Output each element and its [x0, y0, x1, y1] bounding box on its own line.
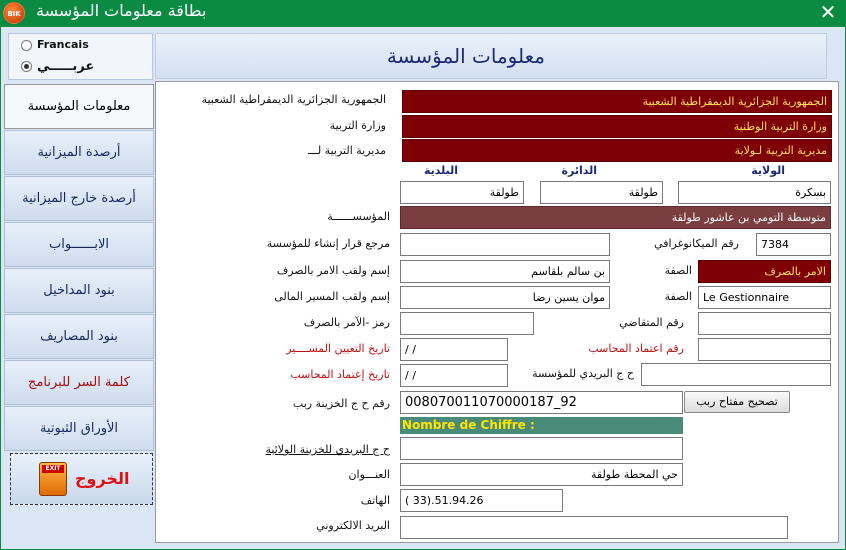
directorate-label: مديرية التربية لـــ [308, 144, 386, 157]
sidebar-item-expense-items[interactable]: بنود المصاريف [4, 314, 154, 359]
exit-icon-text: EXIT [42, 465, 64, 473]
directorate-field[interactable]: مديرية التربية لـولاية [402, 139, 832, 162]
nombre-de-chiffre-label: Nombre de Chiffre : [400, 417, 683, 434]
radio-icon[interactable] [21, 40, 32, 51]
header-panel [155, 33, 827, 79]
institution-label: المؤسســــــة [327, 210, 390, 223]
exit-button[interactable] [10, 453, 153, 505]
postal-ccp-field[interactable] [641, 363, 831, 386]
wilaya-treasury-ccp-label: ح ج البريدي للخزينة الولائية [265, 443, 390, 456]
sidebar-item-documents[interactable]: الأوراق الثبوتية [4, 406, 154, 451]
title-bar [0, 0, 846, 26]
daira-field[interactable]: طولقة [540, 181, 663, 204]
fix-key-button[interactable]: تصحيح مفتاح ربب [684, 391, 790, 413]
daira-label: الدائرة [561, 164, 597, 177]
sidebar-item-off-budget-balances[interactable]: أرصدة خارج الميزانية [4, 176, 154, 221]
gestionnaire-field[interactable]: موان يسين رضا [400, 286, 610, 309]
accountant-approval-date-field[interactable]: / / [400, 364, 508, 387]
language-selector [8, 33, 153, 80]
gestionnaire-label: إسم ولقب المسير المالى [274, 290, 390, 303]
commune-field[interactable]: طولقة [400, 181, 524, 204]
page-title: معلومات المؤسسة [386, 44, 545, 68]
republic-field[interactable]: الجمهورية الجزائرية الديمقراطية الشعبية [402, 90, 832, 113]
ordonnateur-label: إسم ولقب الامر بالصرف [276, 264, 390, 277]
accountant-approval-no-label: رقم اعتماد المحاسب [588, 342, 684, 355]
accountant-approval-no-field[interactable] [698, 338, 831, 361]
wilaya-label: الولاية [751, 164, 785, 177]
sidebar-item-revenue-items[interactable]: بنود المداخيل [4, 268, 154, 313]
treasury-account-label: رقم ح ج الخزينة ربب [292, 397, 390, 410]
sidebar-item-budget-balances[interactable]: أرصدة الميزانية [4, 130, 154, 175]
litigation-no-label: رقم المتقاضي [619, 316, 684, 329]
mecano-label: رقم الميكانوغرافي [654, 237, 739, 250]
sidebar [4, 84, 154, 506]
lang-french-label: Francais [37, 38, 89, 51]
quality2-field[interactable]: Le Gestionnaire [698, 286, 831, 309]
sidebar-item-chapters[interactable]: الابــــــواب [4, 222, 154, 267]
sidebar-item-institution-info[interactable]: معلومات المؤسسة [4, 84, 154, 129]
ministry-label: وزارة التربية [329, 119, 386, 132]
manager-appoint-date-label: تاريخ التعيين المســــير [286, 342, 390, 355]
address-label: العنـــوان [348, 468, 390, 481]
quality1-field[interactable]: الامر بالصرف [698, 260, 831, 283]
sidebar-item-password[interactable]: كلمة السر للبرنامج [4, 360, 154, 405]
email-label: البريد الالكتروني [316, 519, 390, 532]
ordonnateur-code-label: رمز -الآمر بالصرف [303, 316, 390, 329]
republic-label: الجمهورية الجزائرية الديمقراطية الشعبية [201, 93, 386, 106]
lang-french-option[interactable] [21, 38, 89, 51]
email-field[interactable] [400, 516, 788, 539]
radio-selected-icon[interactable] [21, 61, 32, 72]
quality2-label: الصفة [664, 290, 692, 303]
quality1-label: الصفة [664, 264, 692, 277]
window-title: بطاقة معلومات المؤسسة [36, 1, 207, 20]
phone-label: الهاتف [360, 494, 390, 507]
ministry-field[interactable]: وزارة التربية الوطنية [402, 115, 832, 138]
postal-ccp-label: ح ج البريدي للمؤسسة [532, 367, 634, 380]
creation-ref-field[interactable] [400, 233, 610, 256]
institution-field[interactable]: متوسطة التومي بن عاشور طولقة [400, 206, 831, 229]
exit-door-icon [39, 462, 67, 496]
exit-label: الخروج [75, 469, 130, 488]
ordonnateur-field[interactable]: بن سالم بلقاسم [400, 260, 610, 283]
wilaya-field[interactable]: بسكرة [678, 181, 831, 204]
manager-appoint-date-field[interactable]: / / [400, 338, 508, 361]
litigation-no-field[interactable] [698, 312, 831, 335]
treasury-account-field[interactable]: 008070011070000187_92 [400, 391, 683, 414]
close-button[interactable]: ✕ [819, 0, 837, 24]
accountant-approval-date-label: تاريخ إعتماد المحاسب [290, 368, 390, 381]
mecano-field[interactable]: 7384 [756, 233, 831, 256]
wilaya-treasury-ccp-field[interactable] [400, 437, 683, 460]
lang-arabic-label: عربـــــي [37, 59, 95, 74]
lang-arabic-option[interactable] [21, 59, 94, 74]
creation-ref-label: مرجع قرار إنشاء للمؤسسة [266, 237, 390, 250]
phone-field[interactable]: ( 33).51.94.26 [400, 489, 563, 512]
address-field[interactable]: حي المحطة طولقة [400, 463, 683, 486]
app-logo-icon: BIK [3, 2, 25, 24]
commune-label: البلدية [423, 164, 458, 177]
ordonnateur-code-field[interactable] [400, 312, 534, 335]
